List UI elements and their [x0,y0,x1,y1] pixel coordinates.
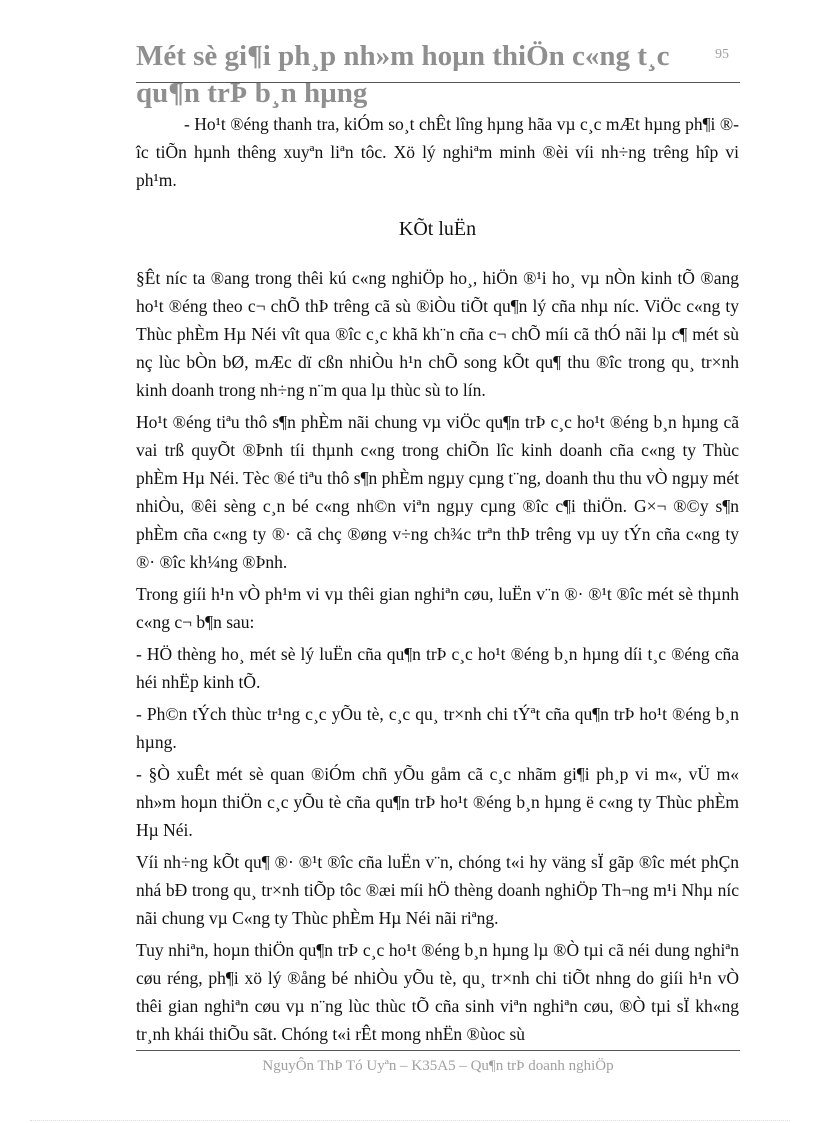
paragraph: §Êt níc ta ®ang trong thêi kú c«ng nghiÖp ho¸, hiÖn ®¹i ho¸ vµ nÒn kinh tÕ ®ang ho¹t ®éng theo c¬ chÕ thÞ trêng cã sù ®iÒu tiÕt qu¶n lý cña nhµ níc. ViÖc c«ng ty Thùc phÈm Hµ Néi vît qua ®îc c¸c khã kh¨n cña c¬ chÕ míi cã thÓ nãi lµ c¶ mét sù nç lùc bÒn bØ, mÆc dï cßn nhiÒu h¹n chÕ song kÕt qu¶ thu ®îc trong qu¸ tr×nh kinh doanh trong nh÷ng n¨m qua lµ thùc sù to lín. [136,268,739,400]
footer-divider [136,1050,740,1051]
section-heading-conclusion: KÕt luËn [398,218,477,240]
list-item: - §Ò xuÊt mét sè quan ®iÓm chñ yÕu gåm cã c¸c nhãm gi¶i ph¸p vi m«, vÜ m« nh»m hoµn thiÖn c¸c yÕu tè cña qu¶n trÞ ho¹t ®éng b¸n hµng ë c«ng ty Thùc phÈm Hµ Néi. [136,764,739,840]
page-number: 95 [715,47,729,62]
page-bottom-edge [30,1120,790,1121]
header-divider [136,82,740,83]
paragraph: Trong giíi h¹n vÒ ph¹m vi vµ thêi gian nghiªn cøu, luËn v¨n ®· ®¹t ®îc mét sè thµnh c«ng c¬ b¶n sau: [136,584,739,632]
document-body [136,110,739,1048]
intro-paragraph: - Ho¹t ®éng thanh tra, kiÓm so¸t chÊt lîng hµng hãa vµ c¸c mÆt hµng ph¶i ®îc tiÕn hµnh thêng xuyªn liªn tôc. Xö lý nghiªm minh ®èi víi nh÷ng trêng hîp vi ph¹m. [136,114,739,190]
page-title: Mét sè gi¶i ph¸p nh»m hoµn thiÖn c«ng t¸c qu¶n trÞ b¸n hµng [136,40,670,109]
list-item: - HÖ thèng ho¸ mét sè lý luËn cña qu¶n trÞ c¸c ho¹t ®éng b¸n hµng díi t¸c ®éng cña héi nhËp kinh tÕ. [136,644,739,692]
paragraph: Víi nh÷ng kÕt qu¶ ®· ®¹t ®îc cña luËn v¨n, chóng t«i hy väng sÏ gãp ®îc mét phÇn nhá bÐ trong qu¸ tr×nh tiÕp tôc ®æi míi hÖ thèng doanh nghiÖp Th¬ng m¹i Nhµ níc nãi chung vµ C«ng ty Thùc phÈm Hµ Néi nãi riªng. [136,852,739,928]
list-item: - Ph©n tÝch thùc tr¹ng c¸c yÕu tè, c¸c qu¸ tr×nh chi tÝªt cña qu¶n trÞ ho¹t ®éng b¸n hµng. [136,704,739,752]
paragraph: Tuy nhiªn, hoµn thiÖn qu¶n trÞ c¸c ho¹t ®éng b¸n hµng lµ ®Ò tµi cã néi dung nghiªn cøu réng, ph¶i xö lý ®ång bé nhiÒu yÕu tè, qu¸ tr×nh chi tiÕt nhng do giíi h¹n vÒ thêi gian nghiªn cøu vµ n¨ng lùc thùc tÕ cña sinh viªn nghiªn cøu, ®Ò tµi sÏ kh«ng tr¸nh khái thiÕu sãt. Chóng t«i rÊt mong nhËn ®ùoc sù [136,940,739,1044]
footer-author: NguyÔn ThÞ Tó Uyªn – K35A5 – Qu¶n trÞ doanh nghiÖp [262,1058,614,1074]
paragraph: Ho¹t ®éng tiªu thô s¶n phÈm nãi chung vµ viÖc qu¶n trÞ c¸c ho¹t ®éng b¸n hµng cã vai trß quyÕt ®Þnh tíi thµnh c«ng trong chiÕn lîc kinh doanh cña c«ng ty Thùc phÈm Hµ Néi. Tèc ®é tiªu thô s¶n phÈm ngµy cµng t¨ng, doanh thu thu vÒ ngµy mét nhiÒu, ®êi sèng c¸n bé c«ng nh©n viªn ngµy cµng ®îc c¶i thiÖn. G×¬ ®©y s¶n phÈm cña c«ng ty ®· cã chç ®øng v÷ng ch¾c trªn thÞ trêng vµ uy tÝn cña c«ng ty ®· ®îc kh¼ng ®Þnh. [136,412,739,572]
